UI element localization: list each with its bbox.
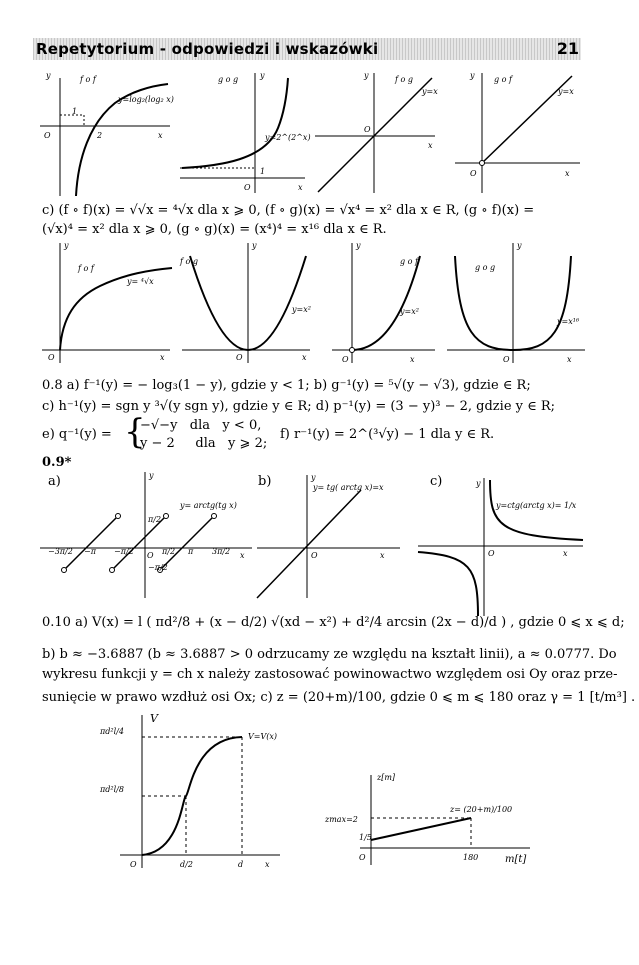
- r2g2-curve-label: y=x²: [292, 305, 311, 314]
- graph-fog-parabola: [180, 238, 320, 366]
- g3-curve-label: y=x: [422, 87, 438, 96]
- gc-y: y: [476, 479, 481, 488]
- gb-origin: O: [311, 551, 318, 560]
- ga-origin: O: [147, 551, 154, 560]
- g6-xtick: 180: [463, 853, 479, 862]
- g2-title: g o g: [218, 75, 239, 84]
- r2g2-origin: O: [236, 353, 243, 362]
- r2g4-title: g o g: [475, 263, 496, 272]
- p010-b2: wykresu funkcji y = ch x należy zastosować powinowactwo względem osi Oy oraz prze-: [42, 667, 618, 682]
- g6-curve-label: z= (20+m)/100: [450, 805, 513, 814]
- ga-tick-bottom: −π/2: [148, 563, 168, 572]
- g6-x: m[t]: [505, 854, 527, 865]
- g4-title: g o f: [494, 75, 512, 84]
- g5-axis-y: V: [150, 712, 158, 725]
- ga-xtick-3: −π/2: [114, 547, 134, 556]
- g3-y: y: [364, 71, 369, 80]
- g1-curve-label: y=log₂(log₂ x): [118, 95, 174, 104]
- g3-x: x: [428, 141, 433, 150]
- g3-origin: O: [364, 125, 371, 134]
- g1-origin: O: [44, 131, 51, 140]
- ga-y: y: [149, 471, 154, 480]
- graph-gog-x16: [445, 238, 590, 366]
- p010-b3: sunięcie w prawo wzdłuż osi Ox; c) z = (20+m)/100, gdzie 0 ⩽ m ⩽ 180 oraz γ = 1 [t/m³] .: [42, 690, 636, 705]
- g5-x: x: [265, 860, 270, 869]
- r2g4-origin: O: [503, 355, 510, 364]
- p08-e-lead: e) q⁻¹(y) =: [42, 427, 112, 442]
- g2-x: x: [298, 183, 303, 192]
- g5-ytick-mid: πd²l/8: [100, 785, 124, 794]
- g6-zmax: zmax=2: [325, 815, 358, 824]
- r2g1-curve-label: y= ⁴√x: [127, 277, 154, 286]
- r2g2-title: f o g: [180, 257, 198, 266]
- ga-xtick-2: −π: [84, 547, 96, 556]
- gc-origin: O: [488, 549, 495, 558]
- g5-origin: O: [130, 860, 137, 869]
- p010-b: b) b ≈ −3.6887 (b ≈ 3.6887 > 0 odrzucamy ze względu na kształt linii), a ≈ 0.0777. Do: [42, 647, 617, 662]
- r2g3-origin: O: [342, 355, 349, 364]
- g5-curve-label: V=V(x): [248, 732, 278, 741]
- graph-volume: [100, 710, 290, 870]
- g1-tick1: 1: [72, 107, 78, 116]
- graph-z-m: [315, 770, 545, 870]
- r2g2-x: x: [302, 353, 307, 362]
- graph-fog-identity: [310, 68, 440, 198]
- ga-xtick-6: 3π/2: [212, 547, 231, 556]
- g4-curve-label: y=x: [558, 87, 574, 96]
- r2g4-y: y: [517, 241, 522, 250]
- g2-curve-label: y=2^(2^x): [265, 133, 311, 142]
- r2g3-x: x: [410, 355, 415, 364]
- g1-y: y: [46, 71, 51, 80]
- r2g3-title: g o f: [400, 257, 418, 266]
- g5-xtick-end: d: [238, 860, 244, 869]
- g2-tick1: 1: [260, 167, 266, 176]
- page-header-title: Repetytorium - odpowiedzi i wskazówki: [36, 40, 379, 58]
- p08-c: c) h⁻¹(y) = sgn y ³√(y sgn y), gdzie y ∈ R; d) p⁻¹(y) = (3 − y)³ − 2, gdzie y ∈ R;: [42, 399, 556, 414]
- r2g3-curve-label: y=x²: [400, 307, 419, 316]
- r2g1-x: x: [160, 353, 165, 362]
- ga-curve-label: y= arctg(tg x): [180, 501, 237, 510]
- g5-xtick-mid: d/2: [180, 860, 193, 869]
- g6-origin: O: [359, 853, 366, 862]
- r2g1-title: f o f: [78, 264, 94, 273]
- g4-origin: O: [470, 169, 477, 178]
- graph-fof-root4: [40, 238, 180, 366]
- r2g2-y: y: [252, 241, 257, 250]
- ga-x: x: [240, 551, 245, 560]
- graph-arctg-tg: [40, 470, 255, 600]
- p08-e-case2: y − 2 dla y ⩾ 2;: [140, 436, 268, 451]
- g1-x: x: [158, 131, 163, 140]
- graph-gof-identity: [450, 68, 585, 198]
- graph-ctg-arctg: [418, 470, 588, 618]
- gc-curve-label: y=ctg(arctg x)= 1/x: [496, 501, 577, 510]
- r2g1-origin: O: [48, 353, 55, 362]
- graph-tg-arctg: [255, 470, 405, 600]
- ga-xtick-4: π/2: [162, 547, 176, 556]
- p09-a-label: a): [48, 474, 61, 489]
- r2g1-y: y: [64, 241, 69, 250]
- text-c2: (√x)⁴ = x² dla x ⩾ 0, (g ∘ g)(x) = (x⁴)⁴ = x¹⁶ dla x ∈ R.: [42, 222, 387, 237]
- gb-y: y: [311, 473, 316, 482]
- p010-a: 0.10 a) V(x) = l ( πd²/8 + (x − d/2) √(xd − x²) + d²/4 arcsin (2x − d)/d ) , gdzie 0 ⩽ x ⩽ d;: [42, 615, 625, 630]
- g2-y: y: [260, 71, 265, 80]
- p08-a: 0.8 a) f⁻¹(y) = − log₃(1 − y), gdzie y < 1; b) g⁻¹(y) = ⁵√(y − √3), gdzie ∈ R;: [42, 378, 531, 393]
- p08-f: f) r⁻¹(y) = 2^(³√y) − 1 dla y ∈ R.: [280, 427, 495, 442]
- g6-ytick: 1/5: [359, 833, 372, 842]
- g4-y: y: [470, 71, 475, 80]
- text-c1: c) (f ∘ f)(x) = √√x = ⁴√x dla x ⩾ 0, (f ∘ g)(x) = √x⁴ = x² dla x ∈ R, (g ∘ f)(x) =: [42, 203, 535, 218]
- g5-ytick-top: πd²l/4: [100, 727, 124, 736]
- graph-fof-log: [30, 68, 180, 198]
- g6-axis-y: z[m]: [377, 773, 396, 782]
- p08-e-brace: {: [124, 412, 146, 452]
- ga-tick-top: π/2: [148, 515, 162, 524]
- g3-title: f o g: [395, 75, 413, 84]
- g1-title: f o f: [80, 75, 96, 84]
- r2g4-curve-label: y=x¹⁶: [557, 317, 580, 326]
- graph-gog-exp: [180, 68, 310, 198]
- p09-b-label: b): [258, 474, 272, 489]
- g1-tick2: 2: [97, 131, 103, 140]
- gb-curve-label: y= tg( arctg x)=x: [313, 483, 384, 492]
- ga-xtick-5: π: [188, 547, 194, 556]
- ga-xtick-1: −3π/2: [48, 547, 73, 556]
- p09-heading: 0.9*: [42, 455, 72, 470]
- g2-origin: O: [244, 183, 251, 192]
- p09-c-label: c): [430, 474, 443, 489]
- graph-gof-half-parabola: [330, 238, 440, 366]
- r2g4-x: x: [567, 355, 572, 364]
- gc-x: x: [563, 549, 568, 558]
- p08-e-case1: −√−y dla y < 0,: [140, 418, 262, 433]
- gb-x: x: [380, 551, 385, 560]
- page-number: 21: [556, 39, 579, 58]
- r2g3-y: y: [356, 241, 361, 250]
- g4-x: x: [565, 169, 570, 178]
